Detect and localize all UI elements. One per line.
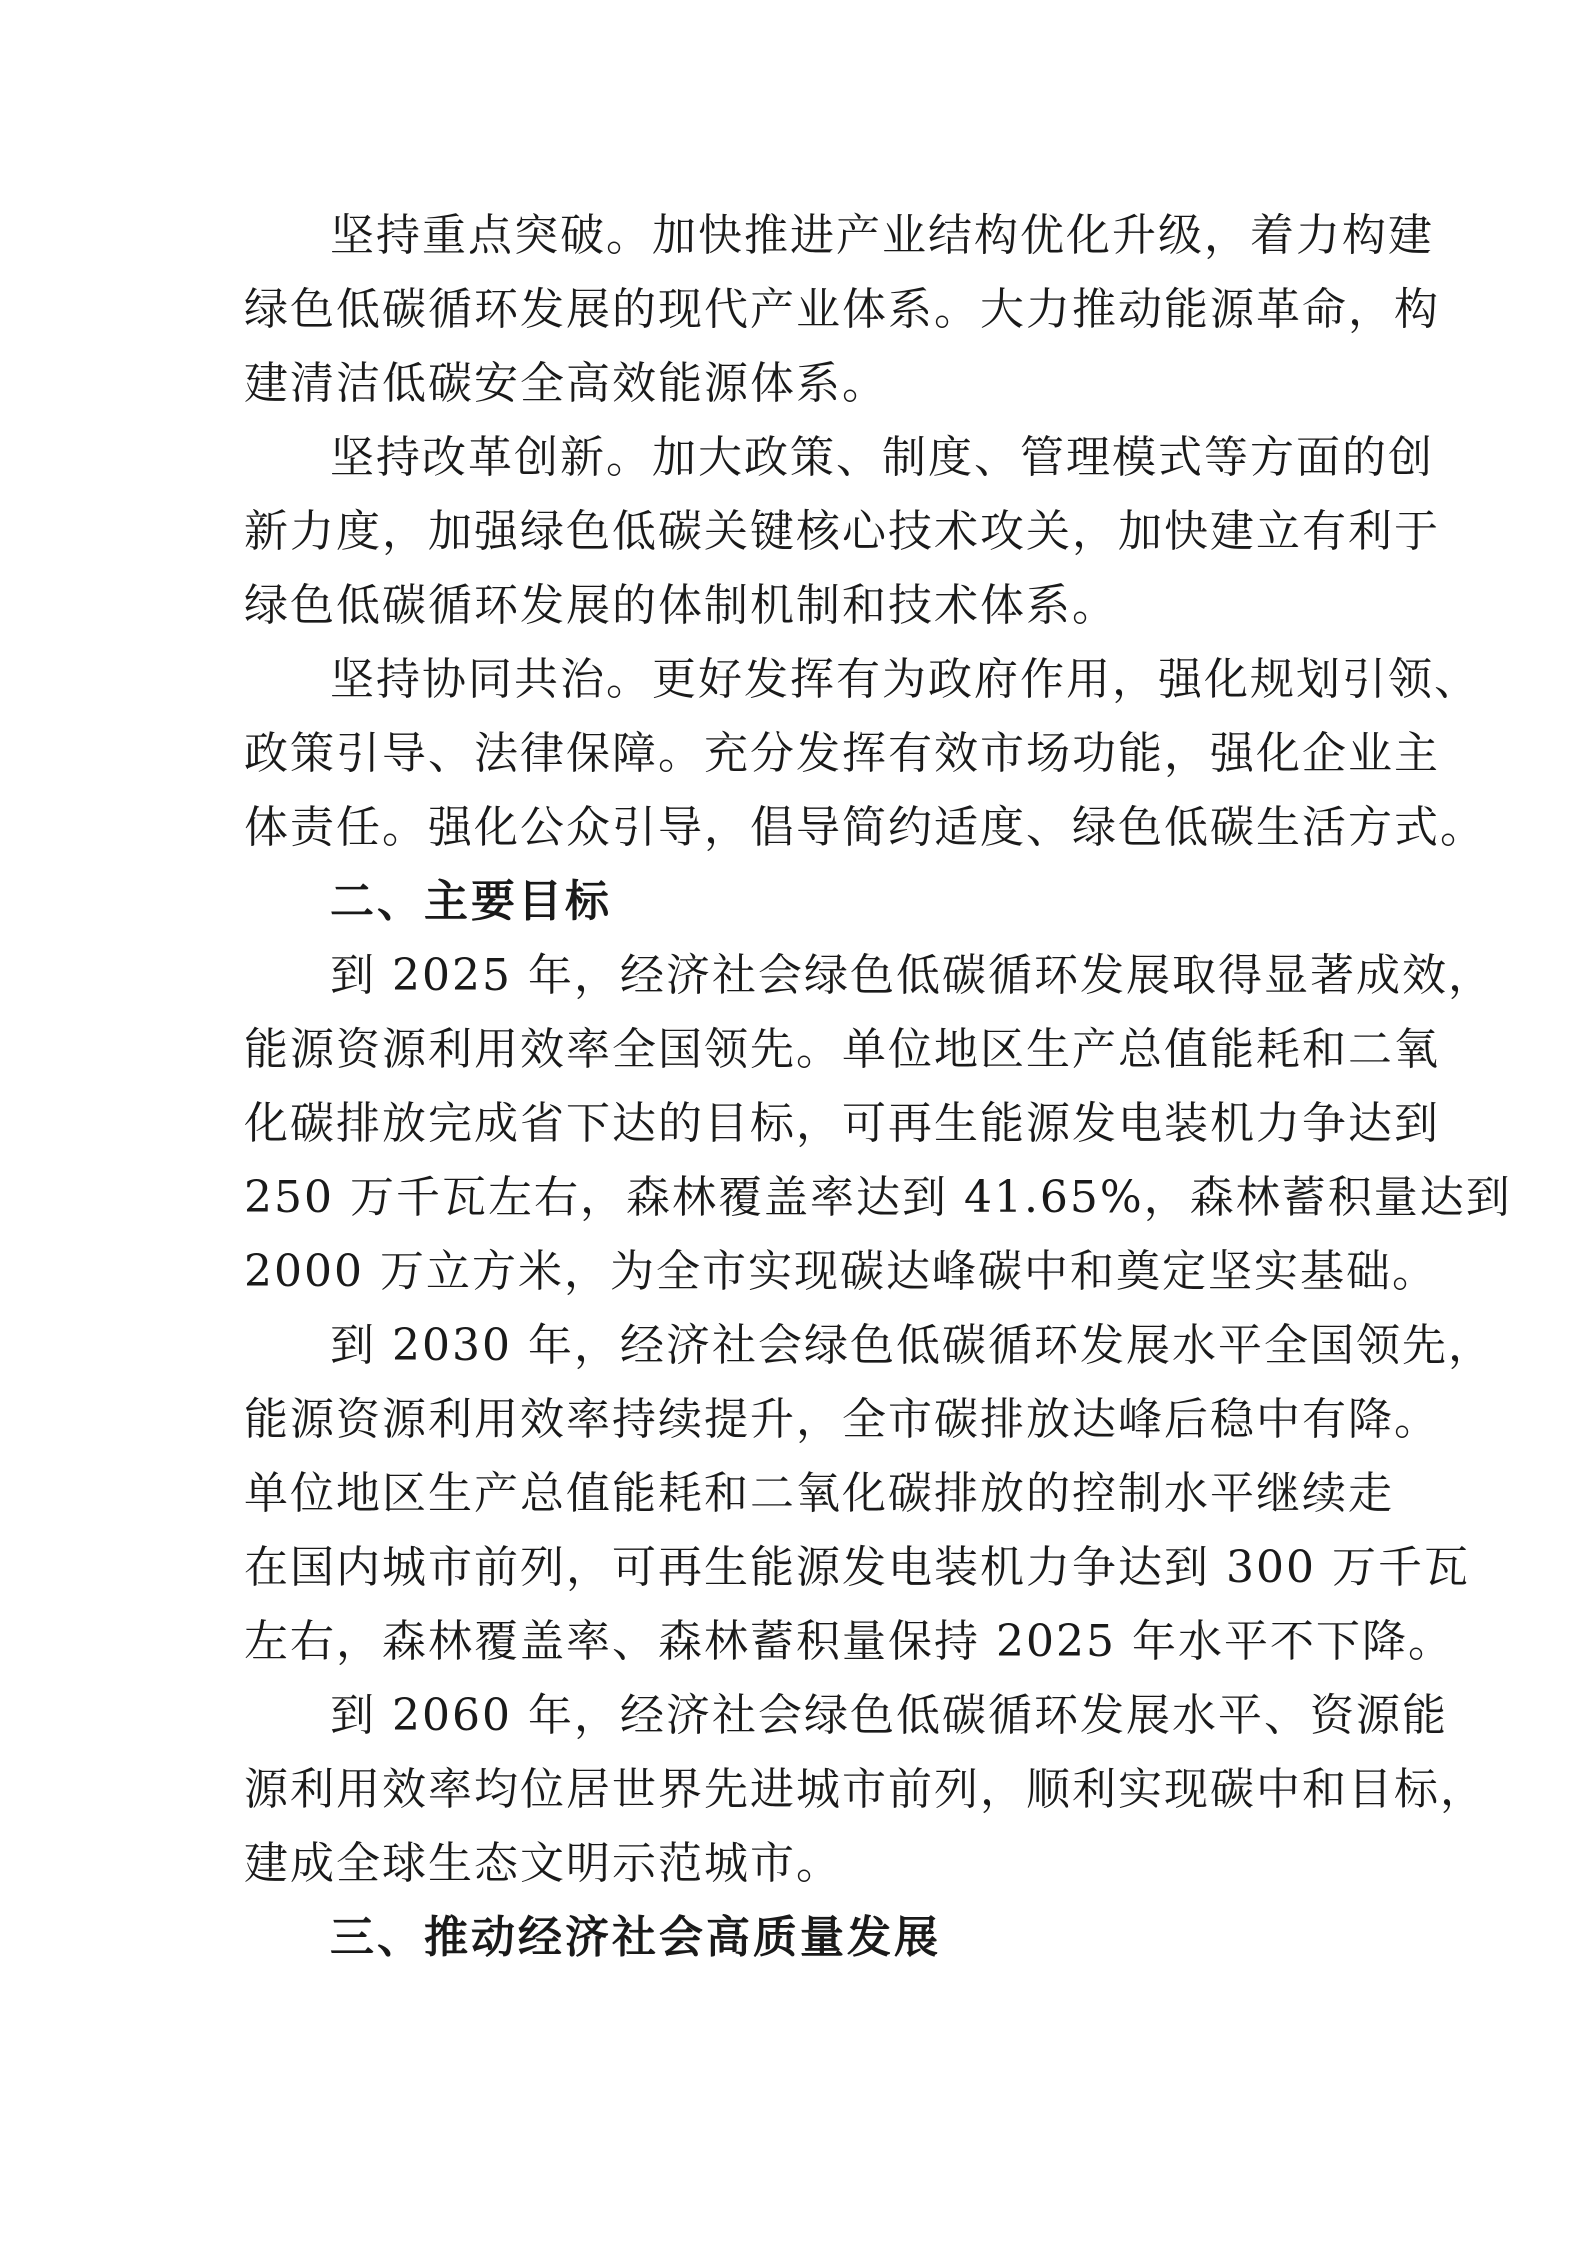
paragraph-4-line-5: 2000 万立方米，为全市实现碳达峰碳中和奠定坚实基础。 bbox=[244, 1246, 1438, 1297]
paragraph-4-line-2: 能源资源利用效率全国领先。单位地区生产总值能耗和二氧 bbox=[244, 1024, 1440, 1075]
paragraph-4-line-1: 到 2025 年，经济社会绿色低碳循环发展取得显著成效， bbox=[330, 950, 1494, 1001]
section-heading-main-goals: 二、主要目标 bbox=[330, 876, 612, 927]
paragraph-5-line-3: 单位地区生产总值能耗和二氧化碳排放的控制水平继续走 bbox=[244, 1468, 1394, 1519]
paragraph-5-line-1: 到 2030 年，经济社会绿色低碳循环发展水平全国领先， bbox=[330, 1320, 1494, 1371]
paragraph-6-line-3: 建成全球生态文明示范城市。 bbox=[244, 1838, 842, 1889]
paragraph-4-line-4: 250 万千瓦左右，森林覆盖率达到 41.65%，森林蓄积量达到 bbox=[244, 1172, 1512, 1223]
paragraph-2-line-1: 坚持改革创新。加大政策、制度、管理模式等方面的创 bbox=[330, 432, 1434, 483]
paragraph-2-line-2: 新力度，加强绿色低碳关键核心技术攻关，加快建立有利于 bbox=[244, 506, 1440, 557]
paragraph-3-line-2: 政策引导、法律保障。充分发挥有效市场功能，强化企业主 bbox=[244, 728, 1440, 779]
paragraph-6-line-2: 源利用效率均位居世界先进城市前列，顺利实现碳中和目标， bbox=[244, 1764, 1486, 1815]
paragraph-1-line-3: 建清洁低碳安全高效能源体系。 bbox=[244, 358, 888, 409]
paragraph-2-line-3: 绿色低碳循环发展的体制机制和技术体系。 bbox=[244, 580, 1118, 631]
paragraph-3-line-1: 坚持协同共治。更好发挥有为政府作用，强化规划引领、 bbox=[330, 654, 1480, 705]
paragraph-5-line-5: 左右，森林覆盖率、森林蓄积量保持 2025 年水平不下降。 bbox=[244, 1616, 1454, 1667]
paragraph-6-line-1: 到 2060 年，经济社会绿色低碳循环发展水平、资源能 bbox=[330, 1690, 1448, 1741]
paragraph-1-line-2: 绿色低碳循环发展的现代产业体系。大力推动能源革命，构 bbox=[244, 284, 1440, 335]
paragraph-5-line-2: 能源资源利用效率持续提升，全市碳排放达峰后稳中有降。 bbox=[244, 1394, 1440, 1445]
paragraph-5-line-4: 在国内城市前列，可再生能源发电装机力争达到 300 万千瓦 bbox=[244, 1542, 1470, 1593]
paragraph-4-line-3: 化碳排放完成省下达的目标，可再生能源发电装机力争达到 bbox=[244, 1098, 1440, 1149]
paragraph-3-line-3: 体责任。强化公众引导，倡导简约适度、绿色低碳生活方式。 bbox=[244, 802, 1486, 853]
paragraph-1-line-1: 坚持重点突破。加快推进产业结构优化升级，着力构建 bbox=[330, 210, 1434, 261]
section-heading-high-quality-development: 三、推动经济社会高质量发展 bbox=[330, 1912, 941, 1963]
